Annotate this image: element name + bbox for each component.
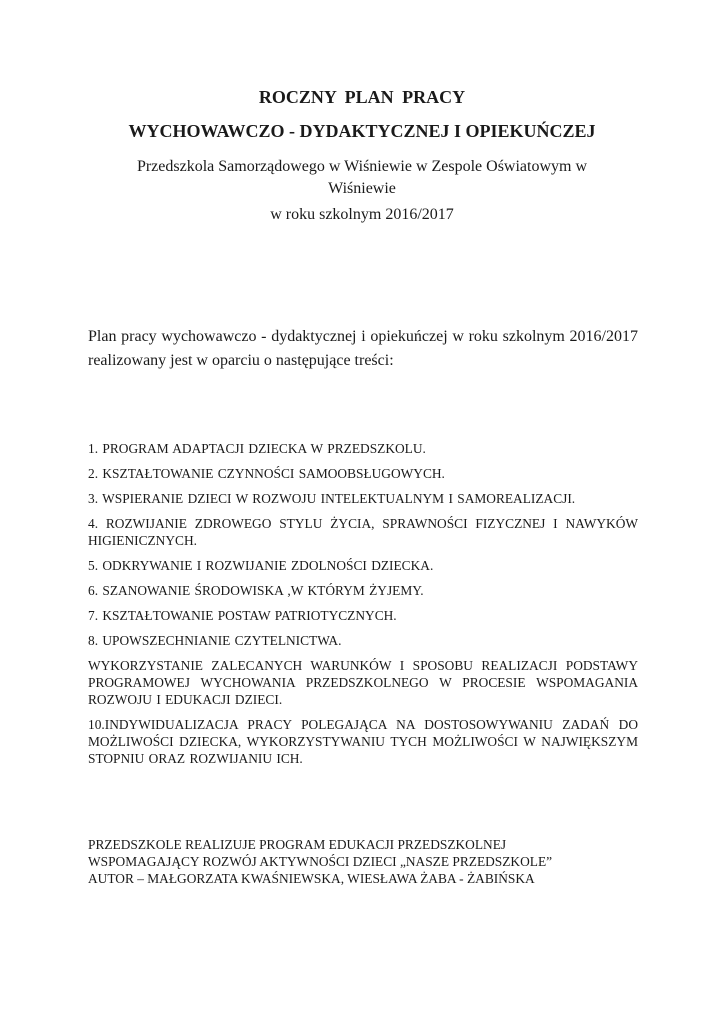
list-item: 8. UPOWSZECHNIANIE CZYTELNICTWA.	[88, 633, 342, 648]
school-year: w roku szkolnym 2016/2017	[270, 206, 454, 223]
list-item: 2. KSZTAŁTOWANIE CZYNNOŚCI SAMOOBSŁUGOWYCH.	[88, 466, 445, 481]
program-info-line: WSPOMAGAJĄCY ROZWÓJ AKTYWNOŚCI DZIECI „NASZE PRZEDSZKOLE”	[88, 854, 553, 869]
program-info	[88, 836, 648, 887]
intro-paragraph: Plan pracy wychowawczo - dydaktycznej i opiekuńczej w roku szkolnym 2016/2017 realizowany jest w oparciu o następujące treści:	[88, 328, 638, 369]
list-item: 6. SZANOWANIE ŚRODOWISKA ,W KTÓRYM ŻYJEMY.	[88, 583, 424, 598]
list-item: 4. ROZWIJANIE ZDROWEGO STYLU ŻYCIA, SPRAWNOŚCI FIZYCZNEJ I NAWYKÓW HIGIENICZNYCH.	[88, 516, 638, 548]
list-item: 10.INDYWIDUALIZACJA PRACY POLEGAJĄCA NA DOSTOSOWYWANIU ZADAŃ DO MOŻLIWOŚCI DZIECKA, WYKORZYSTYWANIU TYCH MOŻLIWOŚCI W NAJWIĘKSZYM STOPNIU ORAZ ROZWIJANIU ICH.	[88, 717, 638, 766]
program-info-line: PRZEDSZKOLE REALIZUJE PROGRAM EDUKACJI PRZEDSZKOLNEJ	[88, 837, 507, 852]
document-title-line2: WYCHOWAWCZO - DYDAKTYCZNEJ I OPIEKUŃCZEJ	[128, 121, 596, 141]
list-item: 3. WSPIERANIE DZIECI W ROZWOJU INTELEKTUALNYM I SAMOREALIZACJI.	[88, 491, 576, 506]
institution-name: Przedszkola Samorządowego w Wiśniewie w Zespole Oświatowym w Wiśniewie	[136, 158, 588, 197]
list-item: 1. PROGRAM ADAPTACJI DZIECKA W PRZEDSZKOLU.	[88, 441, 426, 456]
document-title: ROCZNY PLAN PRACY	[258, 87, 466, 107]
list-item: WYKORZYSTANIE ZALECANYCH WARUNKÓW I SPOSOBU REALIZACJI PODSTAWY PROGRAMOWEJ WYCHOWANIA PRZEDSZKOLNEGO W PROCESIE WSPOMAGANIA ROZWOJU I EDUKACJI DZIECI.	[88, 658, 638, 707]
list-item: 7. KSZTAŁTOWANIE POSTAW PATRIOTYCZNYCH.	[88, 608, 397, 623]
list-item: 5. ODKRYWANIE I ROZWIJANIE ZDOLNOŚCI DZIECKA.	[88, 558, 434, 573]
content-list	[88, 440, 638, 775]
program-authors: AUTOR – MAŁGORZATA KWAŚNIEWSKA, WIESŁAWA ŻABA - ŻABIŃSKA	[88, 871, 535, 886]
